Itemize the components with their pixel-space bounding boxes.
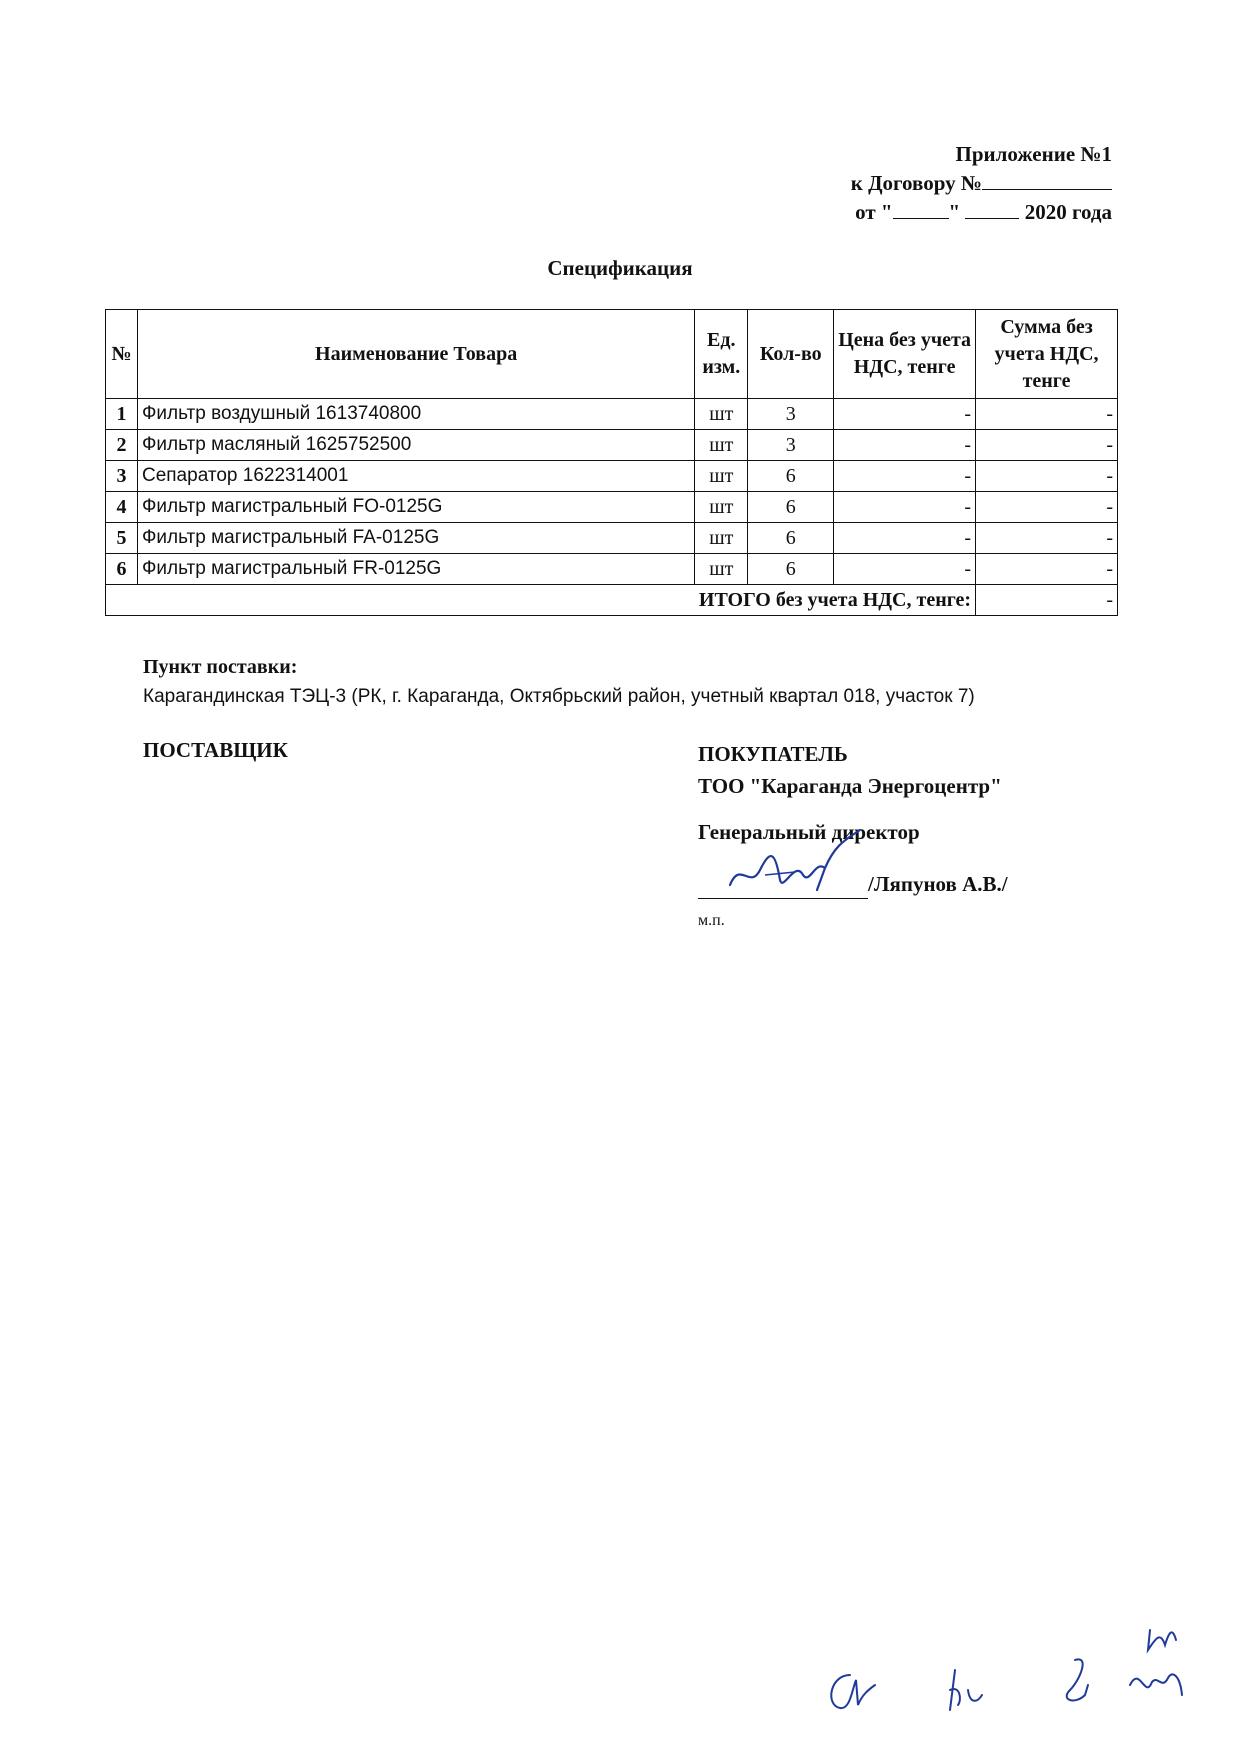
row-price: - [834,492,976,523]
row-unit: шт [695,430,748,461]
supplier-heading: ПОСТАВЩИК [143,738,288,762]
col-header-unit: Ед. изм. [695,310,748,399]
contract-line [851,169,1112,198]
row-sum: - [976,492,1118,523]
row-price: - [834,523,976,554]
delivery-section [143,652,975,712]
row-name: Фильтр магистральный FR-0125G [137,554,694,585]
row-qty: 6 [748,523,834,554]
total-value: - [976,585,1118,616]
row-unit: шт [695,461,748,492]
row-num: 2 [106,430,138,461]
row-sum: - [976,430,1118,461]
row-name: Фильтр магистральный FA-0125G [137,523,694,554]
delivery-address: Карагандинская ТЭЦ-3 (РК, г. Караганда, Октябрьский район, учетный квартал 018, участок 7) [143,686,975,707]
appendix-header [851,140,1112,227]
row-price: - [834,399,976,430]
col-header-name: Наименование Товара [137,310,694,399]
col-header-num: № [106,310,138,399]
initials-mark [930,1660,990,1720]
row-name: Сепаратор 1622314001 [137,461,694,492]
buyer-heading: ПОКУПАТЕЛЬ [698,742,848,766]
row-unit: шт [695,399,748,430]
table-header-row [106,310,1118,399]
table-row [106,430,1118,461]
table-row [106,554,1118,585]
row-unit: шт [695,492,748,523]
row-sum: - [976,399,1118,430]
date-prefix: от " [855,200,893,224]
contract-prefix: к Договору № [850,171,982,195]
row-name: Фильтр масляный 1625752500 [137,430,694,461]
row-qty: 6 [748,554,834,585]
row-price: - [834,461,976,492]
row-qty: 3 [748,399,834,430]
initials-mark [1120,1620,1190,1710]
row-price: - [834,554,976,585]
document-title: Спецификация [547,256,693,280]
row-num: 4 [106,492,138,523]
appendix-title: Приложение №1 [955,142,1112,166]
total-label: ИТОГО без учета НДС, тенге: [106,585,976,616]
initials-mark [820,1660,880,1720]
row-num: 5 [106,523,138,554]
date-day-blank [893,198,949,219]
contract-number-blank [982,169,1112,190]
table-row [106,461,1118,492]
buyer-block [698,738,1002,802]
row-unit: шт [695,554,748,585]
table-row [106,523,1118,554]
row-sum: - [976,523,1118,554]
row-unit: шт [695,523,748,554]
table-row [106,399,1118,430]
row-num: 6 [106,554,138,585]
row-sum: - [976,461,1118,492]
col-header-price: Цена без учета НДС, тенге [834,310,976,399]
row-price: - [834,430,976,461]
row-sum: - [976,554,1118,585]
stamp-place-label: м.п. [698,912,725,929]
row-name: Фильтр воздушный 1613740800 [137,399,694,430]
delivery-label: Пункт поставки: [143,656,298,678]
specification-table [105,309,1118,616]
date-month-blank [965,198,1019,219]
row-num: 3 [106,461,138,492]
row-qty: 6 [748,461,834,492]
row-num: 1 [106,399,138,430]
buyer-company: ТОО "Караганда Энергоцентр" [698,774,1002,798]
date-mid: " [948,200,961,224]
row-qty: 6 [748,492,834,523]
row-qty: 3 [748,430,834,461]
initials-mark [1050,1650,1110,1710]
director-title: Генеральный директор [698,820,920,844]
table-total-row [106,585,1118,616]
col-header-sum: Сумма без учета НДС, тенге [976,310,1118,399]
date-line [851,198,1112,227]
table-row [106,492,1118,523]
row-name: Фильтр магистральный FO-0125G [137,492,694,523]
col-header-qty: Кол-во [748,310,834,399]
date-suffix: 2020 года [1024,200,1112,224]
director-signature [725,830,875,910]
signer-name: /Ляпунов А.В./ [868,872,1008,896]
